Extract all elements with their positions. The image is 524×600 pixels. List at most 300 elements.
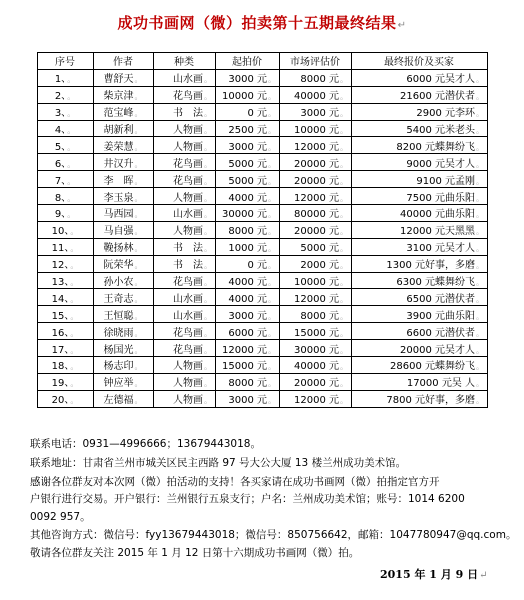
cell-text: 12000 元 bbox=[294, 293, 339, 305]
table-cell bbox=[280, 255, 352, 272]
cell-end-mark-icon: 。 bbox=[476, 75, 484, 85]
date-text: 2015 年 1 月 9 日 bbox=[380, 568, 479, 581]
cell-text: 30000 元 bbox=[222, 209, 267, 221]
table-cell bbox=[280, 373, 352, 390]
table-cell bbox=[216, 103, 280, 120]
cell-end-mark-icon: 。 bbox=[268, 362, 276, 372]
table-cell bbox=[352, 221, 488, 238]
cell-text: 15000 元 bbox=[294, 327, 339, 339]
cell-text: 2、 bbox=[54, 91, 67, 103]
table-cell bbox=[280, 289, 352, 306]
table-cell bbox=[280, 323, 352, 340]
table-cell bbox=[154, 103, 216, 120]
cell-text: 2500 元 bbox=[228, 125, 267, 136]
cell-end-mark-icon: 。 bbox=[268, 261, 276, 271]
table-cell bbox=[216, 306, 280, 323]
table-cell bbox=[352, 306, 488, 323]
table-cell bbox=[280, 357, 352, 374]
cell-end-mark-icon: 。 bbox=[134, 362, 143, 372]
cell-end-mark-icon: 。 bbox=[204, 142, 212, 152]
table-cell bbox=[280, 272, 352, 289]
cell-text: 徐晓雨 bbox=[103, 327, 134, 339]
table-row bbox=[38, 323, 488, 340]
cell-end-mark-icon: 。 bbox=[134, 193, 143, 203]
cell-text: 井汉升 bbox=[103, 158, 134, 170]
table-row bbox=[38, 306, 488, 323]
cell-text: 书 法 bbox=[173, 243, 203, 255]
cell-end-mark-icon: 。 bbox=[70, 294, 79, 304]
cell-end-mark-icon: 。 bbox=[268, 345, 276, 355]
cell-text: 20000 元 bbox=[294, 226, 339, 238]
document-date bbox=[380, 566, 500, 582]
cell-end-mark-icon: 。 bbox=[67, 142, 76, 152]
cell-end-mark-icon: 。 bbox=[268, 210, 276, 220]
cell-text: 孙小农 bbox=[103, 277, 134, 289]
cell-end-mark-icon: 。 bbox=[134, 261, 143, 271]
header-cell: 种类 bbox=[154, 53, 216, 70]
cell-end-mark-icon: 。 bbox=[476, 227, 484, 237]
table-cell bbox=[216, 188, 280, 205]
table-cell bbox=[352, 272, 488, 289]
cell-end-mark-icon: 。 bbox=[340, 210, 348, 220]
cell-text: 7800 元好事，多磨 bbox=[386, 395, 475, 407]
table-cell bbox=[216, 171, 280, 188]
cell-end-mark-icon: 。 bbox=[70, 362, 79, 372]
cell-end-mark-icon: 。 bbox=[476, 396, 484, 406]
cell-text: 3900 元曲乐阳 bbox=[406, 310, 475, 322]
cell-end-mark-icon: 。 bbox=[340, 159, 348, 169]
table-row bbox=[38, 390, 488, 407]
table-cell bbox=[352, 205, 488, 222]
table-cell bbox=[216, 221, 280, 238]
table-cell bbox=[38, 188, 94, 205]
cell-text: 3000 元 bbox=[300, 108, 339, 120]
table-cell bbox=[352, 340, 488, 357]
table-cell bbox=[94, 255, 154, 272]
table-cell bbox=[38, 120, 94, 137]
cell-end-mark-icon: 。 bbox=[204, 379, 212, 389]
table-row bbox=[38, 255, 488, 272]
cell-text: 书 法 bbox=[173, 108, 203, 120]
cell-text: 8200 元蝶舞纷飞 bbox=[396, 141, 475, 153]
cell-text: 17000 元吴 人 bbox=[406, 378, 475, 390]
table-row bbox=[38, 238, 488, 255]
cell-end-mark-icon: 。 bbox=[134, 126, 143, 135]
cell-text: 7500 元曲乐阳 bbox=[406, 192, 475, 204]
cell-text: 山水画 bbox=[173, 310, 203, 322]
cell-text: 3、 bbox=[54, 108, 67, 120]
cell-text: 40000 元曲乐阳 bbox=[400, 209, 475, 221]
cell-text: 10000 元 bbox=[294, 277, 339, 289]
table-cell bbox=[94, 357, 154, 374]
table-cell bbox=[154, 171, 216, 188]
cell-text: 30000 元 bbox=[294, 344, 339, 356]
cell-end-mark-icon: 。 bbox=[268, 294, 276, 304]
cell-end-mark-icon: 。 bbox=[70, 278, 79, 288]
header-cell: 序号 bbox=[38, 53, 94, 70]
cell-text: 17、 bbox=[51, 344, 70, 356]
cell-text: 人物画 bbox=[173, 141, 203, 153]
cell-end-mark-icon: 。 bbox=[268, 159, 276, 169]
cell-text: 10000 元 bbox=[294, 125, 339, 136]
cell-end-mark-icon: 。 bbox=[134, 159, 143, 169]
table-cell bbox=[154, 390, 216, 407]
table-cell bbox=[352, 154, 488, 171]
cell-text: 1000 元 bbox=[228, 243, 267, 255]
table-cell bbox=[38, 390, 94, 407]
cell-end-mark-icon: 。 bbox=[204, 159, 212, 169]
cell-end-mark-icon: 。 bbox=[268, 227, 276, 237]
table-cell bbox=[216, 69, 280, 86]
table-cell bbox=[154, 205, 216, 222]
table-cell bbox=[280, 390, 352, 407]
table-cell bbox=[94, 323, 154, 340]
table-cell bbox=[216, 289, 280, 306]
cell-text: 2900 元李环 bbox=[416, 108, 475, 120]
cell-text: 15、 bbox=[51, 310, 70, 322]
cell-end-mark-icon: 。 bbox=[67, 159, 76, 169]
table-cell bbox=[216, 137, 280, 154]
table-row bbox=[38, 357, 488, 374]
table-cell bbox=[280, 221, 352, 238]
table-cell bbox=[94, 340, 154, 357]
info-thanks-line-3: 0092 957。 bbox=[30, 511, 91, 523]
table-cell bbox=[352, 255, 488, 272]
cell-end-mark-icon: 。 bbox=[204, 210, 212, 220]
cell-text: 6000 元吴才人 bbox=[406, 74, 475, 86]
cell-text: 1、 bbox=[54, 74, 67, 86]
table-cell bbox=[216, 357, 280, 374]
cell-end-mark-icon: 。 bbox=[268, 176, 276, 186]
table-row bbox=[38, 137, 488, 154]
cell-end-mark-icon: 。 bbox=[340, 294, 348, 304]
table-cell bbox=[154, 255, 216, 272]
table-cell bbox=[280, 205, 352, 222]
cell-end-mark-icon: 。 bbox=[476, 261, 484, 271]
cell-end-mark-icon: 。 bbox=[204, 109, 212, 119]
table-cell bbox=[94, 171, 154, 188]
table-row bbox=[38, 272, 488, 289]
table-cell bbox=[38, 205, 94, 222]
table-cell bbox=[154, 340, 216, 357]
cell-text: 柴京津 bbox=[103, 91, 134, 103]
cell-text: 9、 bbox=[54, 209, 67, 221]
table-cell bbox=[352, 373, 488, 390]
cell-text: 左德福 bbox=[103, 395, 134, 407]
info-address: 联系地址：甘肃省兰州市城关区民主西路 97 号大公大厦 13 楼兰州成功美术馆。 bbox=[30, 457, 407, 469]
paragraph-mark-icon: ↵ bbox=[479, 570, 488, 581]
cell-end-mark-icon: 。 bbox=[268, 109, 276, 119]
cell-end-mark-icon: 。 bbox=[134, 328, 143, 338]
cell-end-mark-icon: 。 bbox=[70, 311, 79, 321]
cell-end-mark-icon: 。 bbox=[67, 193, 76, 203]
table-cell bbox=[154, 120, 216, 137]
cell-text: 4000 元 bbox=[228, 293, 267, 305]
cell-end-mark-icon: 。 bbox=[476, 142, 484, 152]
cell-text: 12000 元 bbox=[294, 141, 339, 153]
cell-text: 20、 bbox=[51, 395, 70, 407]
cell-end-mark-icon: 。 bbox=[476, 92, 484, 102]
cell-text: 4000 元 bbox=[228, 192, 267, 204]
cell-end-mark-icon: 。 bbox=[134, 109, 143, 119]
cell-text: 6000 元 bbox=[228, 327, 267, 339]
cell-end-mark-icon: 。 bbox=[476, 379, 484, 389]
cell-text: 80000 元 bbox=[294, 209, 339, 221]
cell-text: 10、 bbox=[51, 226, 70, 238]
cell-text: 花鸟画 bbox=[173, 277, 203, 289]
table-cell bbox=[38, 137, 94, 154]
cell-end-mark-icon: 。 bbox=[134, 345, 143, 355]
header-cell: 起拍价 bbox=[216, 53, 280, 70]
table-cell bbox=[352, 120, 488, 137]
cell-text: 13、 bbox=[51, 277, 70, 289]
table-cell bbox=[38, 306, 94, 323]
cell-end-mark-icon: 。 bbox=[134, 379, 143, 389]
table-cell bbox=[352, 137, 488, 154]
cell-text: 马自强 bbox=[103, 226, 134, 238]
cell-end-mark-icon: 。 bbox=[476, 362, 484, 372]
table-cell bbox=[38, 373, 94, 390]
cell-text: 王恒聪 bbox=[103, 310, 134, 322]
cell-end-mark-icon: 。 bbox=[204, 294, 212, 304]
cell-text: 12000 元天黑黑 bbox=[400, 226, 475, 238]
cell-text: 8、 bbox=[54, 192, 67, 204]
cell-end-mark-icon: 。 bbox=[340, 176, 348, 186]
cell-end-mark-icon: 。 bbox=[134, 75, 143, 85]
table-cell bbox=[94, 86, 154, 103]
cell-end-mark-icon: 。 bbox=[340, 396, 348, 406]
cell-text: 3100 元吴才人 bbox=[406, 243, 475, 255]
cell-end-mark-icon: 。 bbox=[134, 210, 143, 220]
table-cell bbox=[216, 238, 280, 255]
cell-text: 杨志印 bbox=[103, 361, 134, 373]
table-cell bbox=[38, 289, 94, 306]
table-row bbox=[38, 289, 488, 306]
cell-text: 花鸟画 bbox=[173, 91, 203, 103]
cell-end-mark-icon: 。 bbox=[67, 176, 76, 186]
cell-end-mark-icon: 。 bbox=[70, 379, 79, 389]
cell-end-mark-icon: 。 bbox=[268, 396, 276, 406]
cell-text: 9000 元吴才人 bbox=[406, 158, 475, 170]
cell-text: 5000 元 bbox=[300, 243, 339, 255]
header-cell: 市场评估价 bbox=[280, 53, 352, 70]
cell-end-mark-icon: 。 bbox=[67, 126, 76, 135]
cell-end-mark-icon: 。 bbox=[134, 294, 143, 304]
cell-end-mark-icon: 。 bbox=[340, 75, 348, 85]
table-cell bbox=[38, 221, 94, 238]
title-text: 成功书画网（微）拍卖第十五期最终结果 bbox=[117, 14, 397, 32]
table-row bbox=[38, 154, 488, 171]
cell-end-mark-icon: 。 bbox=[134, 396, 143, 406]
cell-end-mark-icon: 。 bbox=[340, 126, 348, 135]
table-row bbox=[38, 188, 488, 205]
cell-end-mark-icon: 。 bbox=[134, 92, 143, 102]
table-row bbox=[38, 221, 488, 238]
table-cell bbox=[94, 289, 154, 306]
table-row bbox=[38, 103, 488, 120]
cell-text: 姜荣慧 bbox=[103, 141, 134, 153]
table-row bbox=[38, 340, 488, 357]
cell-end-mark-icon: 。 bbox=[67, 210, 76, 220]
cell-text: 6300 元蝶舞纷飞 bbox=[396, 277, 475, 289]
cell-end-mark-icon: 。 bbox=[340, 345, 348, 355]
info-thanks-line-2: 户银行进行交易。开户银行：兰州银行五泉支行；户名：兰州成功美术馆；账号：1014 6200 bbox=[30, 493, 465, 505]
table-row bbox=[38, 373, 488, 390]
table-cell bbox=[280, 154, 352, 171]
table-cell bbox=[154, 221, 216, 238]
cell-text: 4、 bbox=[54, 125, 67, 136]
cell-end-mark-icon: 。 bbox=[476, 193, 484, 203]
cell-end-mark-icon: 。 bbox=[134, 278, 143, 288]
cell-text: 12、 bbox=[51, 260, 70, 272]
table-cell bbox=[38, 86, 94, 103]
table-cell bbox=[280, 86, 352, 103]
cell-end-mark-icon: 。 bbox=[340, 362, 348, 372]
cell-text: 胡新利 bbox=[103, 125, 134, 136]
cell-text: 6600 元潜伏者 bbox=[406, 327, 475, 339]
cell-text: 范宝峰 bbox=[103, 108, 134, 120]
table-cell bbox=[94, 103, 154, 120]
table-cell bbox=[94, 221, 154, 238]
table-cell bbox=[154, 137, 216, 154]
cell-end-mark-icon: 。 bbox=[204, 227, 212, 237]
cell-end-mark-icon: 。 bbox=[204, 278, 212, 288]
cell-end-mark-icon: 。 bbox=[268, 278, 276, 288]
table-cell bbox=[352, 171, 488, 188]
cell-text: 鞔扬林 bbox=[103, 243, 134, 255]
cell-end-mark-icon: 。 bbox=[70, 345, 79, 355]
cell-end-mark-icon: 。 bbox=[340, 142, 348, 152]
table-cell bbox=[38, 323, 94, 340]
cell-text: 王奇志 bbox=[103, 293, 134, 305]
cell-text: 2000 元 bbox=[300, 260, 339, 272]
cell-end-mark-icon: 。 bbox=[340, 379, 348, 389]
header-cell: 最终报价及买家 bbox=[352, 53, 488, 70]
cell-text: 9100 元孟刚 bbox=[416, 175, 475, 187]
table-cell bbox=[154, 154, 216, 171]
cell-text: 人物画 bbox=[173, 125, 203, 136]
cell-end-mark-icon: 。 bbox=[268, 193, 276, 203]
cell-end-mark-icon: 。 bbox=[476, 109, 484, 119]
table-cell bbox=[216, 390, 280, 407]
cell-text: 20000 元吴才人 bbox=[400, 344, 475, 356]
cell-text: 人物画 bbox=[173, 361, 203, 373]
cell-end-mark-icon: 。 bbox=[340, 261, 348, 271]
table-cell bbox=[280, 171, 352, 188]
cell-text: 6500 元潜伏者 bbox=[406, 293, 475, 305]
table-row bbox=[38, 171, 488, 188]
cell-text: 山水画 bbox=[173, 74, 203, 86]
cell-text: 8000 元 bbox=[300, 74, 339, 86]
cell-end-mark-icon: 。 bbox=[340, 92, 348, 102]
info-phone: 联系电话：0931—4996666；13679443018。 bbox=[30, 438, 261, 450]
table-row bbox=[38, 120, 488, 137]
cell-text: 人物画 bbox=[173, 192, 203, 204]
table-cell bbox=[154, 238, 216, 255]
cell-text: 12000 元 bbox=[294, 395, 339, 407]
cell-text: 5000 元 bbox=[228, 175, 267, 187]
table-row bbox=[38, 69, 488, 86]
cell-text: 5、 bbox=[54, 141, 67, 153]
table-cell bbox=[38, 171, 94, 188]
cell-text: 12000 元 bbox=[222, 344, 267, 356]
cell-end-mark-icon: 。 bbox=[340, 328, 348, 338]
table-cell bbox=[280, 137, 352, 154]
cell-text: 李玉泉 bbox=[103, 192, 134, 204]
table-cell bbox=[94, 188, 154, 205]
cell-text: 0 元 bbox=[247, 108, 267, 120]
table-cell bbox=[94, 373, 154, 390]
table-cell bbox=[38, 357, 94, 374]
cell-end-mark-icon: 。 bbox=[204, 328, 212, 338]
cell-end-mark-icon: 。 bbox=[134, 227, 143, 237]
cell-text: 5400 元米老头 bbox=[406, 125, 475, 136]
auction-results-table bbox=[37, 52, 488, 408]
cell-end-mark-icon: 。 bbox=[204, 311, 212, 321]
cell-text: 15000 元 bbox=[222, 361, 267, 373]
paragraph-mark-icon: ↵ bbox=[397, 20, 407, 31]
table-cell bbox=[352, 103, 488, 120]
table-cell bbox=[352, 238, 488, 255]
table-header-row bbox=[38, 53, 488, 70]
cell-end-mark-icon: 。 bbox=[204, 345, 212, 355]
cell-end-mark-icon: 。 bbox=[70, 244, 79, 254]
table-cell bbox=[280, 188, 352, 205]
cell-text: 19、 bbox=[51, 378, 70, 390]
cell-text: 李 晖 bbox=[103, 175, 134, 187]
table-cell bbox=[94, 272, 154, 289]
table-cell bbox=[94, 306, 154, 323]
table-cell bbox=[154, 69, 216, 86]
table-row bbox=[38, 205, 488, 222]
table-cell bbox=[154, 289, 216, 306]
cell-text: 8000 元 bbox=[228, 226, 267, 238]
cell-end-mark-icon: 。 bbox=[476, 176, 484, 186]
cell-text: 16、 bbox=[51, 327, 70, 339]
table-cell bbox=[154, 373, 216, 390]
cell-end-mark-icon: 。 bbox=[476, 278, 484, 288]
cell-end-mark-icon: 。 bbox=[476, 210, 484, 220]
cell-text: 0 元 bbox=[247, 260, 267, 272]
cell-text: 20000 元 bbox=[294, 175, 339, 187]
cell-end-mark-icon: 。 bbox=[268, 75, 276, 85]
cell-end-mark-icon: 。 bbox=[67, 75, 76, 85]
table-cell bbox=[280, 69, 352, 86]
cell-text: 花鸟画 bbox=[173, 327, 203, 339]
cell-text: 马西园 bbox=[103, 209, 134, 221]
cell-text: 人物画 bbox=[173, 226, 203, 238]
cell-end-mark-icon: 。 bbox=[204, 126, 212, 135]
cell-text: 花鸟画 bbox=[173, 175, 203, 187]
cell-text: 书 法 bbox=[173, 260, 203, 272]
table-cell bbox=[352, 69, 488, 86]
table-row bbox=[38, 86, 488, 103]
table-cell bbox=[38, 103, 94, 120]
cell-text: 20000 元 bbox=[294, 378, 339, 390]
table-cell bbox=[352, 323, 488, 340]
info-contact: 其他咨询方式：微信号：fyy13679443018；微信号：850756642，邮箱：1047780947@qq.com。 bbox=[30, 529, 517, 541]
cell-end-mark-icon: 。 bbox=[268, 142, 276, 152]
table-cell bbox=[280, 238, 352, 255]
table-cell bbox=[94, 154, 154, 171]
cell-end-mark-icon: 。 bbox=[340, 227, 348, 237]
cell-end-mark-icon: 。 bbox=[476, 328, 484, 338]
table-cell bbox=[352, 188, 488, 205]
cell-end-mark-icon: 。 bbox=[340, 278, 348, 288]
cell-text: 山水画 bbox=[173, 209, 203, 221]
cell-end-mark-icon: 。 bbox=[268, 311, 276, 321]
document-title bbox=[0, 12, 524, 33]
